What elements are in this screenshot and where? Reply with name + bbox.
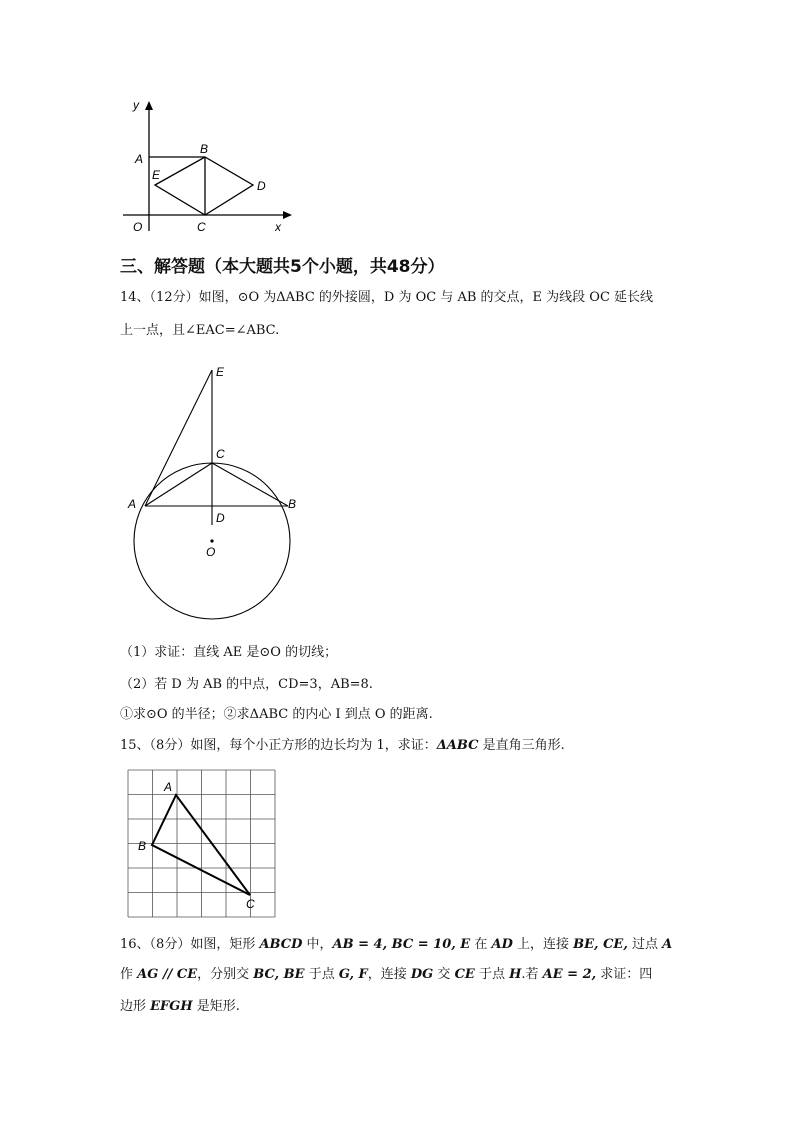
q16-math: G, F <box>338 967 368 982</box>
q16-text: 于点 <box>304 967 339 982</box>
q14-part1: （1）求证：直线 AE 是⊙O 的切线； <box>120 645 338 660</box>
q16-text: 求证：四 <box>596 967 653 982</box>
label-a: A <box>135 152 144 166</box>
section-heading: 三、解答题（本大题共5个小题，共48分） <box>120 257 445 277</box>
q15-prefix: 15、（8分）如图，每个小正方形的边长均为 1，求证： <box>120 738 437 753</box>
q16-math: ABCD <box>259 937 303 952</box>
figure-grid-triangle <box>124 766 284 926</box>
label-o: O <box>133 220 143 234</box>
q14-part2-sub: ①求⊙O 的半径；②求ΔABC 的内心 I 到点 O 的距离. <box>120 707 433 722</box>
q15-triangle: ΔABC <box>436 738 479 753</box>
q16-math: EFGH <box>150 999 193 1014</box>
q16-math: DG <box>410 967 434 982</box>
label-x: x <box>275 220 281 234</box>
label-b: B <box>138 839 147 853</box>
label-c: C <box>246 897 255 911</box>
q16-text: 边形 <box>120 999 151 1014</box>
label-d: D <box>257 179 266 193</box>
label-e: E <box>152 168 161 182</box>
q16-text: 在 <box>470 937 492 952</box>
label-o: O <box>206 545 216 559</box>
q16-math: AB = 4, BC = 10, E <box>332 937 471 952</box>
q16-math: A <box>662 937 673 952</box>
label-y: y <box>133 98 139 112</box>
q16-text: 作 <box>120 967 138 982</box>
q16-text: 是矩形. <box>192 999 240 1014</box>
label-b: B <box>200 142 209 156</box>
q16-text: 中， <box>302 937 333 952</box>
q16-text: ，分别交 <box>197 967 254 982</box>
q15-suffix: 是直角三角形. <box>478 738 565 753</box>
label-c: C <box>197 220 206 234</box>
q14-line2: 上一点，且∠EAC=∠ABC. <box>120 323 280 338</box>
label-b: B <box>288 497 297 511</box>
figure-circle-triangle <box>122 360 307 625</box>
q16-line2 <box>120 965 652 985</box>
q16-line3 <box>120 997 240 1017</box>
q16-text: 16、（8分）如图，矩形 <box>120 937 260 952</box>
q16-text: 上，连接 <box>512 937 574 952</box>
label-a: A <box>128 497 137 511</box>
q15-text <box>120 736 565 756</box>
q14-part2: （2）若 D 为 AB 的中点，CD=3，AB=8. <box>120 677 373 692</box>
q16-math: AD <box>491 937 513 952</box>
q16-math: BC, BE <box>253 967 305 982</box>
label-a: A <box>164 780 173 794</box>
q16-text: 过点 <box>627 937 663 952</box>
q16-text: 交 <box>433 967 455 982</box>
q16-text: 于点 <box>474 967 510 982</box>
q16-math: H <box>509 967 522 982</box>
q16-text: .若 <box>521 967 543 982</box>
q16-line1 <box>120 935 672 955</box>
q16-math: AE = 2, <box>542 967 597 982</box>
label-d: D <box>216 511 225 525</box>
q16-text: ，连接 <box>367 967 411 982</box>
q16-math: CE <box>454 967 475 982</box>
label-e: E <box>216 365 225 379</box>
label-c: C <box>216 447 225 461</box>
q16-math: AG // CE <box>137 967 198 982</box>
q14-line1: 14、（12分）如图，⊙O 为ΔABC 的外接圆，D 为 OC 与 AB 的交点，E 为线段 OC 延长线 <box>120 290 654 305</box>
figure-coordinate-rhombus <box>115 95 300 240</box>
q16-math: BE, CE, <box>573 937 628 952</box>
